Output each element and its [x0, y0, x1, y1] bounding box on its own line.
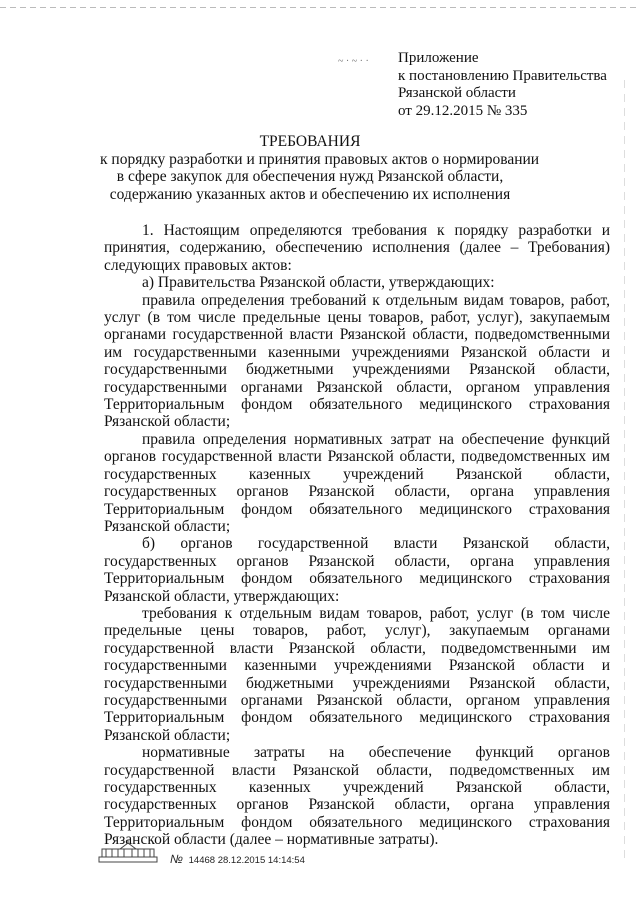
document-body — [104, 222, 610, 849]
annex-label: Приложение — [398, 50, 479, 66]
document-title — [100, 133, 540, 203]
paragraph-a: а) Правительства Рязанской области, утверждающих: — [142, 274, 495, 292]
registration-number — [170, 852, 305, 866]
annex-block — [398, 50, 607, 120]
number-sign: № — [170, 852, 183, 866]
title-heading: ТРЕБОВАНИЯ — [259, 133, 361, 150]
title-line-1: к порядку разработки и принятия правовых актов о нормировании — [100, 150, 540, 168]
annex-date-number: от 29.12.2015 № 335 — [398, 102, 528, 119]
paragraph-normative-costs: нормативные затраты на обеспечение функций органов государственной власти Рязанской области, подведомственных им государственных казенных учреждений Рязанской области, государственных органов Рязанской области, органа управления Территориальным фондом обязательного медицинского страхования Рязанской области (далее – нормативные затраты). — [104, 744, 610, 849]
building-stamp-icon — [98, 840, 160, 864]
doc-datetime: 28.12.2015 14:14:54 — [217, 855, 305, 866]
paragraph-rules-requirements: правила определения требований к отдельным видам товаров, работ, услуг (в том числе предельные цены товаров, работ, услуг), закупаемым органами государственной власти Рязанской области, подведомственными им государственными казенными учреждениями Рязанской области и государственными бюджетными учреждениями Рязанской области, государственными органами Рязанской области, органом управления Территориальным фондом обязательного медицинского страхования Рязанской области; — [104, 291, 610, 431]
paragraph-b: б) органов государственной власти Рязанской области, государственных органов Рязанской области, органа управления Территориальным фондом обязательного медицинского страхования Рязанской области, утверждающих: — [104, 535, 610, 605]
title-line-3: содержанию указанных актов и обеспечению их исполнения — [109, 185, 511, 203]
annex-resolution: к постановлению Правительства — [398, 67, 607, 84]
doc-number: 14468 — [188, 855, 216, 866]
title-line-2: в сфере закупок для обеспечения нужд Рязанской области, — [116, 168, 504, 185]
right-scan-edge — [624, 80, 625, 860]
handwritten-mark: ~ · ~ · · — [338, 56, 369, 67]
paragraph-rules-costs: правила определения нормативных затрат на обеспечение функций органов государственной власти Рязанской области, подведомственных им государственных казенных учреждений Рязанской области, государственных органов Рязанской области, органа управления Территориальным фондом обязательного медицинского страхования Рязанской области; — [104, 430, 610, 535]
annex-region: Рязанской области — [398, 85, 516, 101]
top-scan-edge — [0, 7, 640, 8]
paragraph-requirements: требования к отдельным видам товаров, работ, услуг (в том числе предельные цены товаров, работ, услуг), закупаемым органами государственной власти Рязанской области, подведомственными им государственными казенными учреждениями Рязанской области и государственными бюджетными учреждениями Рязанской области, государственными органами Рязанской области, органом управления Территориальным фондом обязательного медицинского страхования Рязанской области; — [104, 604, 610, 744]
paragraph-1: 1. Настоящим определяются требования к порядку разработки и принятия, содержанию, обеспечению исполнения (далее – Требования) следующих правовых актов: — [104, 222, 610, 274]
